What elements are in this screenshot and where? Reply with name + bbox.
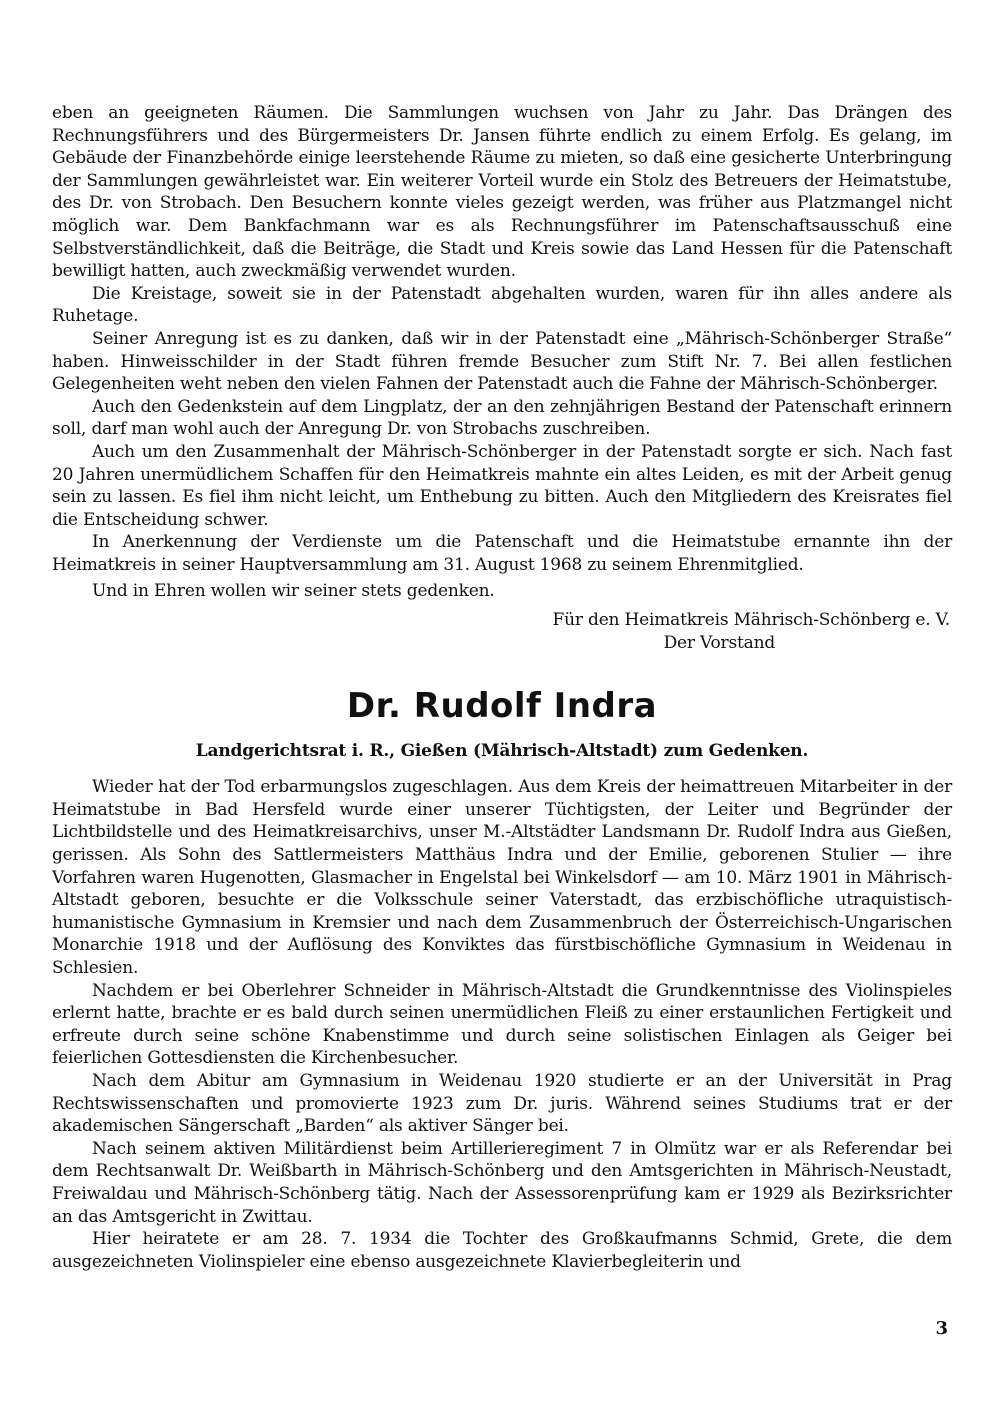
signature-block (52, 609, 952, 654)
signature-organization: Für den Heimatkreis Mährisch-Schönberg e. V. (552, 610, 950, 631)
paragraph: Nachdem er bei Oberlehrer Schneider in Mährisch-Altstadt die Grundkenntnisse des Violinspieles erlernt hatte, brachte er es bald durch seinen unermüdlichen Fleiß zu einer erstaunlichen Fertigkeit und erfreute durch seine schöne Knabenstimme und durch seine solistischen Einlagen als Geiger bei feierlichen Gottesdiensten die Kirchenbesucher. (52, 980, 952, 1069)
page-number: 3 (935, 1318, 948, 1339)
paragraph: Auch um den Zusammenhalt der Mährisch-Schönberger in der Patenstadt sorgte er sich. Nach fast 20 Jahren unermüdlichem Schaffen für den Heimatkreis mahnte ein altes Leiden, es mit der Arbeit genug sein zu lassen. Es fiel ihm nicht leicht, um Enthebung zu bitten. Auch den Mitgliedern des Kreisrates fiel die Entscheidung schwer. (52, 441, 952, 530)
paragraph: eben an geeigneten Räumen. Die Sammlungen wuchsen von Jahr zu Jahr. Das Drängen des Rechnungsführers und des Bürgermeisters Dr. Jansen führte endlich zu einem Erfolg. Es gelang, im Gebäude der Finanzbehörde einige leerstehende Räume zu mieten, so daß eine gesicherte Unterbringung der Sammlungen gewährleistet war. Ein weiterer Vorteil wurde ein Stolz des Betreuers der Heimatstube, des Dr. von Strobach. Den Besuchern konnte vieles gezeigt werden, was früher aus Platzmangel nicht möglich war. Dem Bankfachmann war es als Rechnungsführer im Patenschaftsausschuß eine Selbstverständlichkeit, daß die Beiträge, die Stadt und Kreis sowie das Land Hessen für die Patenschaft bewilligt hatten, auch zweckmäßig verwendet wurden. (52, 103, 952, 282)
paragraph: Nach seinem aktiven Militärdienst beim Artillerieregiment 7 in Olmütz war er als Referendar bei dem Rechtsanwalt Dr. Weißbarth in Mährisch-Schönberg und den Amtsgerichten in Mährisch-Neustadt, Freiwaldau und Mährisch-Schönberg tätig. Nach der Assessorenprüfung kam er 1929 als Bezirksrichter an das Amtsgericht in Zwittau. (52, 1138, 952, 1227)
article-subtitle: Landgerichtsrat i. R., Gießen (Mährisch-Altstadt) zum Gedenken. (195, 741, 809, 762)
page-body (52, 102, 952, 1273)
paragraph: Hier heiratete er am 28. 7. 1934 die Tochter des Großkaufmanns Schmid, Grete, die dem ausgezeichneten Violinspieler eine ebenso ausgezeichnete Klavierbegleiterin und (52, 1229, 952, 1272)
paragraph: Die Kreistage, soweit sie in der Patenstadt abgehalten wurden, waren für ihn alles andere als Ruhetage. (52, 283, 952, 327)
paragraph: Seiner Anregung ist es zu danken, daß wir in der Patenstadt eine „Mährisch-Schönberger Straße“ haben. Hinweisschilder in der Stadt führen fremde Besucher zum Stift Nr. 7. Bei allen festlichen Gelegenheiten weht neben den vielen Fahnen der Patenstadt auch die Fahne der Mährisch-Schönberger. (52, 328, 952, 395)
signature-board: Der Vorstand (663, 632, 775, 653)
paragraph: Nach dem Abitur am Gymnasium in Weidenau 1920 studierte er an der Universität in Prag Rechtswissenschaften und promovierte 1923 zum Dr. juris. Während seines Studiums trat er der akademischen Sängerschaft „Barden“ als aktiver Sänger bei. (52, 1070, 952, 1137)
article-title: Dr. Rudolf Indra (346, 686, 658, 727)
paragraph: In Anerkennung der Verdienste um die Patenschaft und die Heimatstube ernannte ihn der Heimatkreis in seiner Hauptversammlung am 31. August 1968 zu seinem Ehrenmitglied. (52, 532, 952, 575)
paragraph: Auch den Gedenkstein auf dem Lingplatz, der an den zehnjährigen Bestand der Patenschaft erinnern soll, darf man wohl auch der Anregung Dr. von Strobachs zuschreiben. (52, 396, 952, 440)
paragraph: Und in Ehren wollen wir seiner stets gedenken. (92, 581, 495, 602)
paragraph: Wieder hat der Tod erbarmungslos zugeschlagen. Aus dem Kreis der heimattreuen Mitarbeiter in der Heimatstube in Bad Hersfeld wurde einer unserer Tüchtigsten, der Leiter und Begründer der Lichtbildstelle und des Heimatkreisarchivs, unser M.-Altstädter Landsmann Dr. Rudolf Indra aus Gießen, gerissen. Als Sohn des Sattlermeisters Matthäus Indra und der Emilie, geborenen Stulier — ihre Vorfahren waren Hugenotten, Glasmacher in Engelstal bei Winkelsdorf — am 10. März 1901 in Mährisch-Altstadt geboren, besuchte er die Volksschule seiner Vaterstadt, das erzbischöfliche utraquistisch-humanistische Gymnasium in Kremsier und nach dem Zusammenbruch der Österreichisch-Ungarischen Monarchie 1918 und der Auflösung des Konviktes das fürstbischöfliche Gymnasium in Weidenau in Schlesien. (52, 777, 952, 978)
